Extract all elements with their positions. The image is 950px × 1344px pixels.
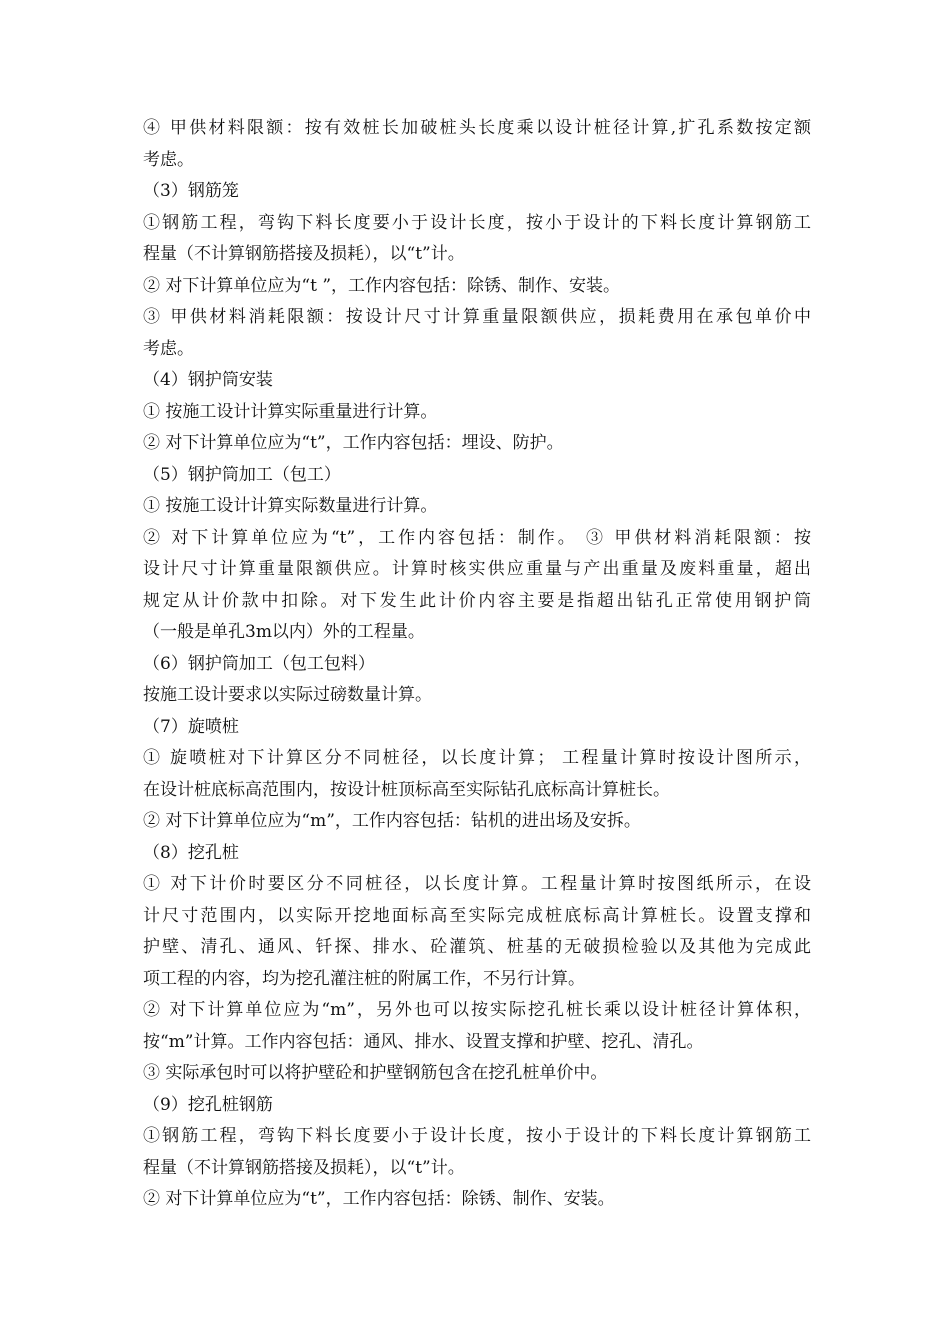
text-line: 程量（不计算钢筋搭接及损耗），以“t”计。 (143, 244, 465, 264)
document-body (143, 113, 811, 1216)
text-line: 按施工设计要求以实际过磅数量计算。 (143, 685, 432, 705)
text-line: 考虑。 (143, 338, 194, 359)
text-line: ① 旋喷桩对下计算区分不同桩径，以长度计算； 工程量计算时按设计图所示， (143, 748, 811, 768)
text-line: ① 按施工设计计算实际数量进行计算。 (143, 496, 438, 516)
text-line: ① 按施工设计计算实际重量进行计算。 (143, 401, 438, 422)
text-line: ①钢筋工程，弯钩下料长度要小于设计长度，按小于设计的下料长度计算钢筋工 (143, 1126, 811, 1146)
text-line: ④ 甲供材料限额：按有效桩长加破桩头长度乘以设计桩径计算,扩孔系数按定额 (143, 118, 811, 138)
text-line: ② 对下计算单位应为“m”，工作内容包括：钻机的进出场及安拆。 (143, 811, 641, 831)
text-line: 设计尺寸计算重量限额供应。计算时核实供应重量与产出重量及废料重量，超出 (143, 559, 811, 579)
text-line: （9）挖孔桩钢筋 (143, 1094, 273, 1115)
text-line: （3）钢筋笼 (143, 181, 239, 201)
text-line: 程量（不计算钢筋搭接及损耗），以“t”计。 (143, 1157, 465, 1178)
text-line: 考虑。 (143, 149, 194, 170)
text-line: 在设计桩底标高范围内，按设计桩顶标高至实际钻孔底标高计算桩长。 (143, 779, 670, 800)
text-line: 规定从计价款中扣除。对下发生此计价内容主要是指超出钻孔正常使用钢护筒 (143, 590, 811, 611)
text-line: （4）钢护筒安装 (143, 370, 273, 390)
text-line: ② 对下计算单位应为“m”，另外也可以按实际挖孔桩长乘以设计桩径计算体积， (143, 1000, 811, 1020)
text-line: ①钢筋工程，弯钩下料长度要小于设计长度，按小于设计的下料长度计算钢筋工 (143, 212, 811, 233)
text-line: ② 对下计算单位应为“t ”，工作内容包括：除锈、制作、安装。 (143, 275, 621, 296)
text-line: 项工程的内容，均为挖孔灌注桩的附属工作，不另行计算。 (143, 968, 585, 989)
text-line: （8）挖孔桩 (143, 842, 239, 863)
text-line: ② 对下计算单位应为“t”，工作内容包括：制作。 ③ 甲供材料消耗限额：按 (143, 527, 811, 548)
text-line: ② 对下计算单位应为“t”，工作内容包括：除锈、制作、安装。 (143, 1189, 615, 1209)
text-line: （一般是单孔3m以内）外的工程量。 (143, 622, 425, 642)
text-line: （7）旋喷桩 (143, 716, 239, 737)
text-line: （5）钢护筒加工（包工） (143, 464, 341, 485)
text-line: （6）钢护筒加工（包工包料） (143, 653, 375, 674)
text-line: ① 对下计价时要区分不同桩径，以长度计算。工程量计算时按图纸所示，在设 (143, 874, 811, 894)
text-line: 计尺寸范围内，以实际开挖地面标高至实际完成桩底标高计算桩长。设置支撑和 (143, 905, 811, 926)
text-line: ② 对下计算单位应为“t”，工作内容包括：埋设、防护。 (143, 433, 564, 453)
text-line: 按“m”计算。工作内容包括：通风、排水、设置支撑和护壁、挖孔、清孔。 (143, 1031, 704, 1052)
text-line: ③ 实际承包时可以将护壁砼和护壁钢筋包含在挖孔桩单价中。 (143, 1063, 608, 1083)
text-line: 护壁、清孔、通风、钎探、排水、砼灌筑、桩基的无破损检验以及其他为完成此 (143, 937, 811, 957)
text-line: ③ 甲供材料消耗限额：按设计尺寸计算重量限额供应，损耗费用在承包单价中 (143, 307, 811, 327)
